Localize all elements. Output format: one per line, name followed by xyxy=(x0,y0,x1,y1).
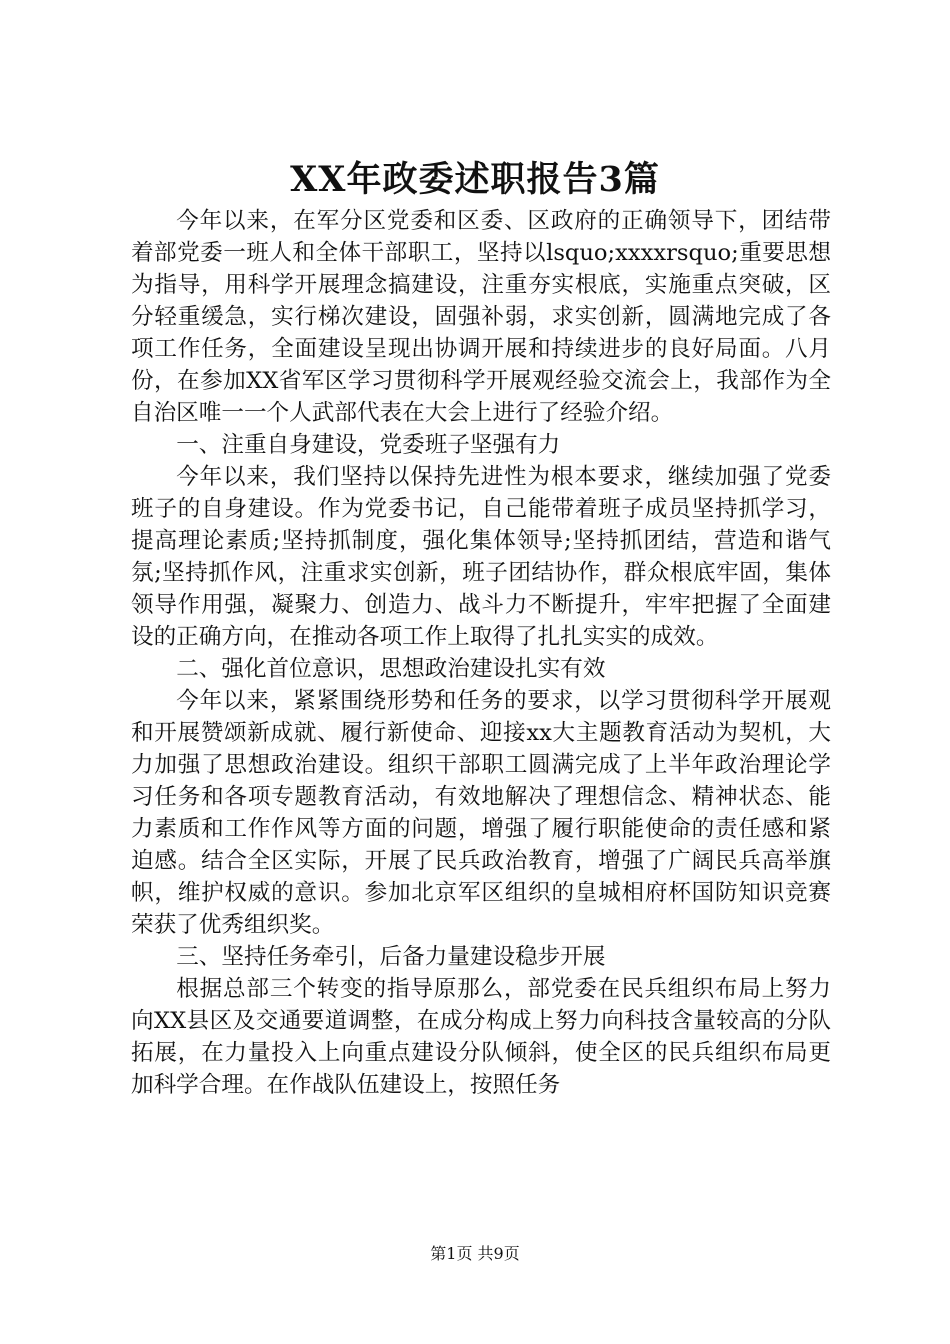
paragraph-section-1: 今年以来，我们坚持以保持先进性为根本要求，继续加强了党委班子的自身建设。作为党委书记，自己能带着班子成员坚持抓学习，提高理论素质;坚持抓制度，强化集体领导;坚持抓团结，营造和谐气氛;坚持抓作风，注重求实创新，班子团结协作，群众根底牢固，集体领导作用强，凝聚力、创造力、战斗力不断提升，牢牢把握了全面建设的正确方向，在推动各项工作上取得了扎扎实实的成效。 xyxy=(131,464,831,650)
paragraph-intro: 今年以来，在军分区党委和区委、区政府的正确领导下，团结带着部党委一班人和全体干部职工，坚持以lsquo;xxxxrsquo;重要思想为指导，用科学开展理念搞建设，注重夯实根底，实施重点突破，区分轻重缓急，实行梯次建设，固强补弱，求实创新，圆满地完成了各项工作任务，全面建设呈现出协调开展和持续进步的良好局面。八月份，在参加XX省军区学习贯彻科学开展观经验交流会上，我部作为全自治区唯一一个人武部代表在大会上进行了经验介绍。 xyxy=(131,208,831,426)
document-title: XX年政委述职报告3篇 xyxy=(290,159,660,200)
section-heading-3: 三、坚持任务牵引，后备力量建设稳步开展 xyxy=(176,944,606,970)
page-footer: 第1页 共9页 xyxy=(430,1244,520,1263)
paragraph-section-2: 今年以来，紧紧围绕形势和任务的要求，以学习贯彻科学开展观和开展赞颂新成就、履行新使命、迎接xx大主题教育活动为契机，大力加强了思想政治建设。组织干部职工圆满完成了上半年政治理论学习任务和各项专题教育活动，有效地解决了理想信念、精神状态、能力素质和工作作风等方面的问题，增强了履行职能使命的责任感和紧迫感。结合全区实际，开展了民兵政治教育，增强了广阔民兵高举旗帜，维护权威的意识。参加北京军区组织的皇城相府杯国防知识竞赛荣获了优秀组织奖。 xyxy=(131,688,831,938)
section-heading-2: 二、强化首位意识，思想政治建设扎实有效 xyxy=(176,656,606,682)
document-body xyxy=(131,205,831,1101)
section-heading-1: 一、注重自身建设，党委班子坚强有力 xyxy=(176,432,561,458)
paragraph-section-3: 根据总部三个转变的指导原那么，部党委在民兵组织布局上努力向XX县区及交通要道调整，在成分构成上努力向科技含量较高的分队拓展，在力量投入上向重点建设分队倾斜，使全区的民兵组织布局更加科学合理。在作战队伍建设上，按照任务 xyxy=(131,976,831,1098)
